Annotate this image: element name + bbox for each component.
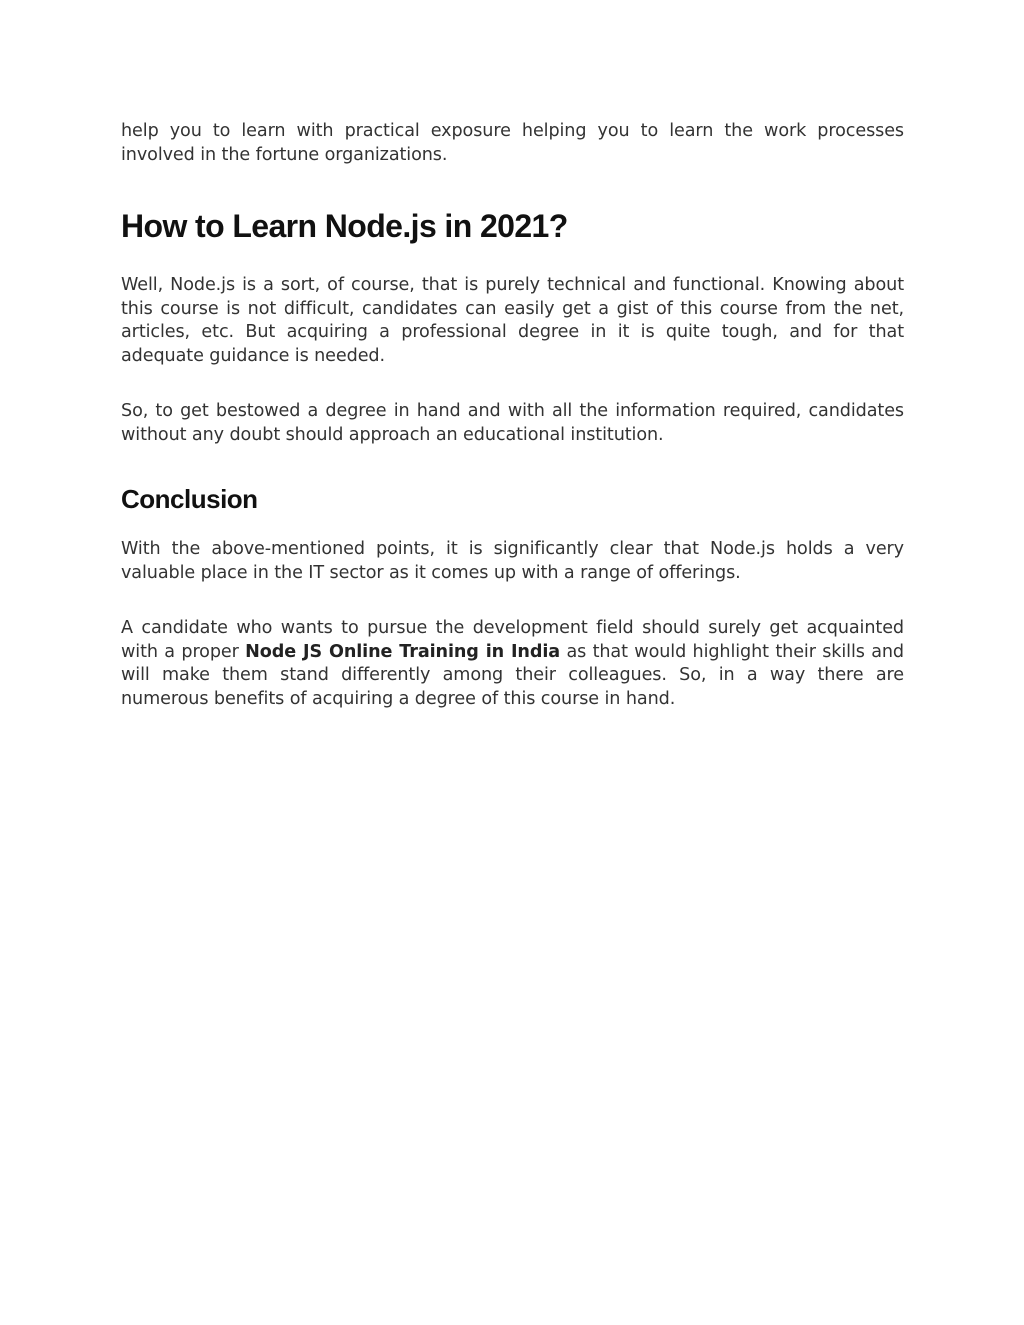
- intro-paragraph: help you to learn with practical exposure helping you to learn the work processes involved in the fortune organizations.: [121, 121, 904, 165]
- training-highlight: Node JS Online Training in India: [245, 641, 561, 662]
- document-page: [121, 120, 904, 711]
- conclusion-text-after: as that would highlight their skills and will make them stand differently among their colleagues. So, in a way there are numerous benefits of acquiring a degree of this course in hand.: [121, 641, 905, 709]
- section-heading-conclusion: Conclusion: [121, 484, 258, 514]
- section-heading-how-to-learn: How to Learn Node.js in 2021?: [121, 208, 568, 244]
- conclusion-paragraph-2: [121, 617, 904, 711]
- conclusion-paragraph-1: With the above-mentioned points, it is significantly clear that Node.js holds a very valuable place in the IT sector as it comes up with a range of offerings.: [121, 539, 904, 583]
- conclusion-text-before: A candidate who wants to pursue the development field should surely get acquainted with a proper: [121, 618, 904, 662]
- section1-paragraph-2: So, to get bestowed a degree in hand and with all the information required, candidates without any doubt should approach an educational institution.: [121, 401, 904, 445]
- section1-paragraph-1: Well, Node.js is a sort, of course, that is purely technical and functional. Knowing about this course is not difficult, candidates can easily get a gist of this course from the net, articles, etc. But acquiring a professional degree in it is quite tough, and for that adequate guidance is needed.: [121, 275, 904, 366]
